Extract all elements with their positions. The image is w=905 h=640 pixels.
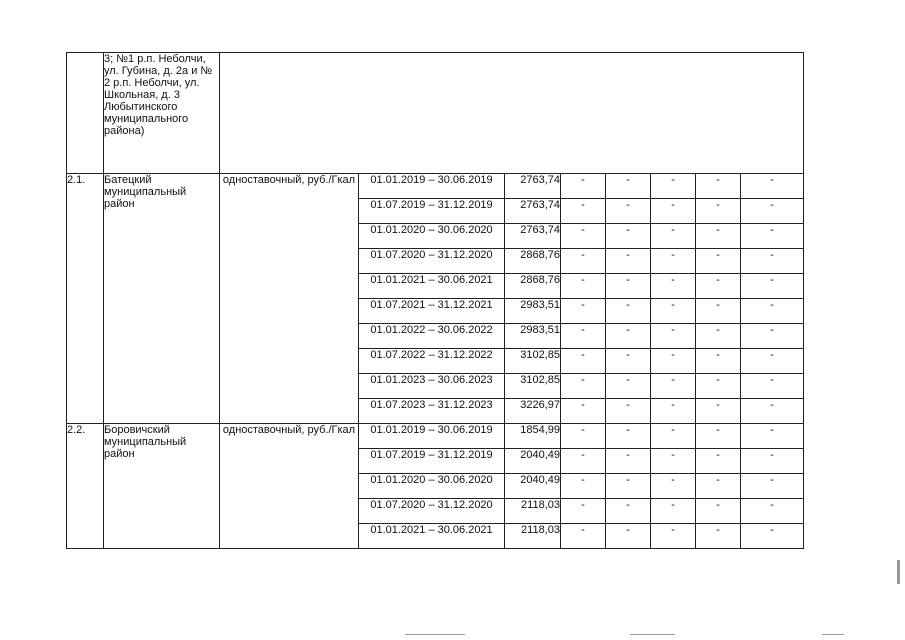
scan-artifact — [405, 634, 465, 635]
tariff-value-cell: 2040,49 — [505, 449, 561, 474]
empty-value-cell: - — [561, 524, 606, 549]
empty-value-cell: - — [696, 199, 741, 224]
row-number-cell: 2.1. — [67, 174, 104, 424]
empty-value-cell: - — [741, 474, 804, 499]
empty-value-cell: - — [741, 299, 804, 324]
empty-value-cell: - — [651, 199, 696, 224]
empty-value-cell: - — [651, 249, 696, 274]
tariff-value-cell: 1854,99 — [505, 424, 561, 449]
empty-value-cell: - — [651, 474, 696, 499]
empty-value-cell: - — [606, 249, 651, 274]
empty-value-cell: - — [561, 249, 606, 274]
empty-value-cell: - — [696, 424, 741, 449]
empty-value-cell: - — [741, 399, 804, 424]
empty-value-cell: - — [651, 224, 696, 249]
tariff-value-cell: 2040,49 — [505, 474, 561, 499]
empty-value-cell: - — [561, 274, 606, 299]
tariff-value-cell: 2983,51 — [505, 324, 561, 349]
period-cell: 01.01.2020 – 30.06.2020 — [359, 224, 505, 249]
empty-value-cell: - — [651, 324, 696, 349]
period-cell: 01.07.2021 – 31.12.2021 — [359, 299, 505, 324]
empty-value-cell: - — [651, 449, 696, 474]
empty-value-cell: - — [741, 174, 804, 199]
period-cell: 01.01.2021 – 30.06.2021 — [359, 524, 505, 549]
empty-value-cell: - — [561, 349, 606, 374]
tariff-value-cell: 2868,76 — [505, 274, 561, 299]
empty-value-cell: - — [741, 224, 804, 249]
empty-value-cell: - — [606, 399, 651, 424]
empty-value-cell: - — [696, 274, 741, 299]
empty-value-cell: - — [696, 249, 741, 274]
empty-value-cell: - — [606, 449, 651, 474]
empty-value-cell: - — [696, 499, 741, 524]
empty-value-cell: - — [696, 399, 741, 424]
empty-value-cell: - — [606, 174, 651, 199]
empty-value-cell: - — [741, 374, 804, 399]
empty-value-cell: - — [606, 274, 651, 299]
period-cell: 01.01.2023 – 30.06.2023 — [359, 374, 505, 399]
empty-value-cell: - — [561, 324, 606, 349]
scan-artifact — [897, 560, 900, 584]
empty-value-cell: - — [741, 499, 804, 524]
empty-value-cell: - — [741, 449, 804, 474]
empty-value-cell: - — [696, 224, 741, 249]
tariff-value-cell: 3102,85 — [505, 349, 561, 374]
tariff-table — [66, 52, 804, 549]
empty-value-cell: - — [606, 224, 651, 249]
empty-value-cell: - — [741, 249, 804, 274]
scan-artifact — [630, 634, 675, 635]
empty-value-cell: - — [651, 274, 696, 299]
row-number-cell: 2.2. — [67, 424, 104, 549]
period-cell: 01.07.2022 – 31.12.2022 — [359, 349, 505, 374]
period-cell: 01.01.2019 – 30.06.2019 — [359, 424, 505, 449]
empty-value-cell: - — [606, 424, 651, 449]
empty-value-cell: - — [741, 349, 804, 374]
empty-value-cell: - — [561, 424, 606, 449]
empty-value-cell: - — [741, 524, 804, 549]
tariff-value-cell: 2868,76 — [505, 249, 561, 274]
empty-value-cell: - — [741, 199, 804, 224]
empty-value-cell: - — [696, 324, 741, 349]
empty-value-cell: - — [696, 349, 741, 374]
scan-artifact — [822, 634, 844, 635]
continuation-num-cell — [67, 53, 104, 174]
period-cell: 01.07.2020 – 31.12.2020 — [359, 499, 505, 524]
empty-value-cell: - — [696, 174, 741, 199]
empty-value-cell: - — [561, 199, 606, 224]
table-row — [67, 424, 804, 449]
tariff-value-cell: 2983,51 — [505, 299, 561, 324]
district-name-cell: Боровичский муниципальный район — [104, 424, 220, 549]
period-cell: 01.01.2021 – 30.06.2021 — [359, 274, 505, 299]
empty-value-cell: - — [651, 524, 696, 549]
empty-value-cell: - — [696, 374, 741, 399]
empty-value-cell: - — [651, 299, 696, 324]
empty-value-cell: - — [696, 474, 741, 499]
district-name-cell: Батецкий муниципальный район — [104, 174, 220, 424]
empty-value-cell: - — [561, 224, 606, 249]
continuation-row — [67, 53, 804, 174]
empty-value-cell: - — [561, 499, 606, 524]
empty-value-cell: - — [606, 499, 651, 524]
empty-value-cell: - — [561, 299, 606, 324]
empty-value-cell: - — [741, 324, 804, 349]
empty-value-cell: - — [651, 424, 696, 449]
empty-value-cell: - — [606, 374, 651, 399]
period-cell: 01.01.2020 – 30.06.2020 — [359, 474, 505, 499]
empty-value-cell: - — [606, 524, 651, 549]
period-cell: 01.07.2020 – 31.12.2020 — [359, 249, 505, 274]
tariff-type-cell: одноставочный, руб./Гкал — [220, 174, 359, 424]
tariff-value-cell: 2118,03 — [505, 499, 561, 524]
tariff-value-cell: 3226,97 — [505, 399, 561, 424]
period-cell: 01.07.2019 – 31.12.2019 — [359, 449, 505, 474]
period-cell: 01.01.2022 – 30.06.2022 — [359, 324, 505, 349]
empty-value-cell: - — [651, 349, 696, 374]
empty-value-cell: - — [696, 299, 741, 324]
empty-value-cell: - — [561, 174, 606, 199]
empty-value-cell: - — [606, 349, 651, 374]
empty-value-cell: - — [606, 474, 651, 499]
empty-value-cell: - — [561, 474, 606, 499]
empty-value-cell: - — [651, 174, 696, 199]
empty-value-cell: - — [606, 199, 651, 224]
tariff-type-cell: одноставочный, руб./Гкал — [220, 424, 359, 549]
empty-value-cell: - — [606, 299, 651, 324]
period-cell: 01.01.2019 – 30.06.2019 — [359, 174, 505, 199]
empty-value-cell: - — [741, 274, 804, 299]
continuation-name-cell: 3; №1 р.п. Неболчи, ул. Губина, д. 2а и № 2 р.п. Неболчи, ул. Школьная, д. 3 Любытинского муниципального района) — [104, 53, 220, 174]
empty-value-cell: - — [561, 399, 606, 424]
period-cell: 01.07.2019 – 31.12.2019 — [359, 199, 505, 224]
table-row — [67, 174, 804, 199]
empty-value-cell: - — [606, 324, 651, 349]
tariff-value-cell: 2763,74 — [505, 224, 561, 249]
empty-value-cell: - — [561, 374, 606, 399]
empty-value-cell: - — [561, 449, 606, 474]
empty-value-cell: - — [651, 374, 696, 399]
empty-value-cell: - — [696, 449, 741, 474]
empty-value-cell: - — [651, 399, 696, 424]
tariff-value-cell: 2763,74 — [505, 199, 561, 224]
tariff-value-cell: 2118,03 — [505, 524, 561, 549]
empty-value-cell: - — [696, 524, 741, 549]
empty-value-cell: - — [741, 424, 804, 449]
tariff-value-cell: 2763,74 — [505, 174, 561, 199]
empty-value-cell: - — [651, 499, 696, 524]
tariff-value-cell: 3102,85 — [505, 374, 561, 399]
continuation-empty-cell — [220, 53, 804, 174]
period-cell: 01.07.2023 – 31.12.2023 — [359, 399, 505, 424]
